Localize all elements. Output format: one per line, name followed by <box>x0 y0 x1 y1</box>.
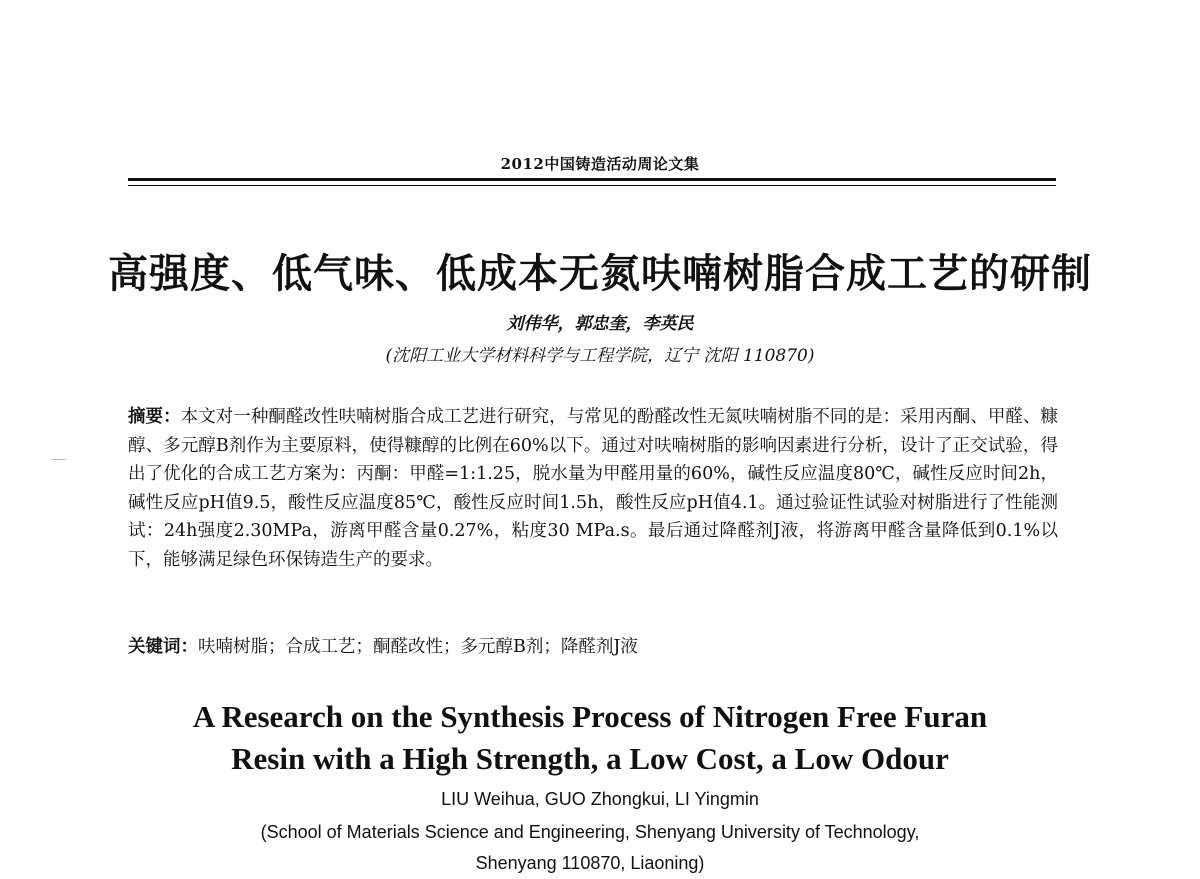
chinese-keywords <box>128 633 1058 661</box>
abstract-label: 摘要： <box>128 407 181 427</box>
english-title-line-2: Resin with a High Strength, a Low Cost, a Low Odour <box>231 741 949 776</box>
english-authors: LIU Weihua, GUO Zhongkui, LI Yingmin <box>441 789 759 809</box>
abstract-text: 本文对一种酮醛改性呋喃树脂合成工艺进行研究，与常见的酚醛改性无氮呋喃树脂不同的是：采用丙酮、甲醛、糠醇、多元醇B剂作为主要原料，使得糠醇的比例在60%以下。通过对呋喃树脂的影响因素进行分析，设计了正交试验，得出了优化的合成工艺方案为：丙酮：甲醛=1:1.25，脱水量为甲醛用量的60%，碱性反应温度80℃，碱性反应时间2h，碱性反应pH值9.5，酸性反应温度85℃，酸性反应时间1.5h，酸性反应pH值4.1。通过验证性试验对树脂进行了性能测试：24h强度2.30MPa，游离甲醛含量0.27%，粘度30 MPa.s。最后通过降醛剂J液，将游离甲醛含量降低到0.1%以下，能够满足绿色环保铸造生产的要求。 <box>128 407 1059 570</box>
header-rule-thick <box>128 178 1056 181</box>
margin-mark <box>52 459 66 460</box>
english-affiliation-line-1: (School of Materials Science and Engineering, Shenyang University of Technology, <box>260 822 920 842</box>
english-title-line-1: A Research on the Synthesis Process of Nitrogen Free Furan <box>192 699 988 734</box>
chinese-affiliation: (沈阳工业大学材料科学与工程学院，辽宁 沈阳 110870) <box>385 346 815 366</box>
running-header: 2012中国铸造活动周论文集 <box>500 155 700 173</box>
header-rule-thin <box>128 185 1056 186</box>
english-affiliation <box>0 817 1180 879</box>
english-affiliation-line-2: Shenyang 110870, Liaoning) <box>475 853 705 873</box>
keywords-label: 关键词： <box>128 637 198 657</box>
chinese-abstract <box>128 403 1058 574</box>
chinese-authors: 刘伟华，郭忠奎，李英民 <box>506 314 694 334</box>
keywords-text: 呋喃树脂；合成工艺；酮醛改性；多元醇B剂；降醛剂J液 <box>198 637 638 657</box>
chinese-title: 高强度、低气味、低成本无氮呋喃树脂合成工艺的研制 <box>108 251 1092 297</box>
english-title <box>0 696 1180 780</box>
